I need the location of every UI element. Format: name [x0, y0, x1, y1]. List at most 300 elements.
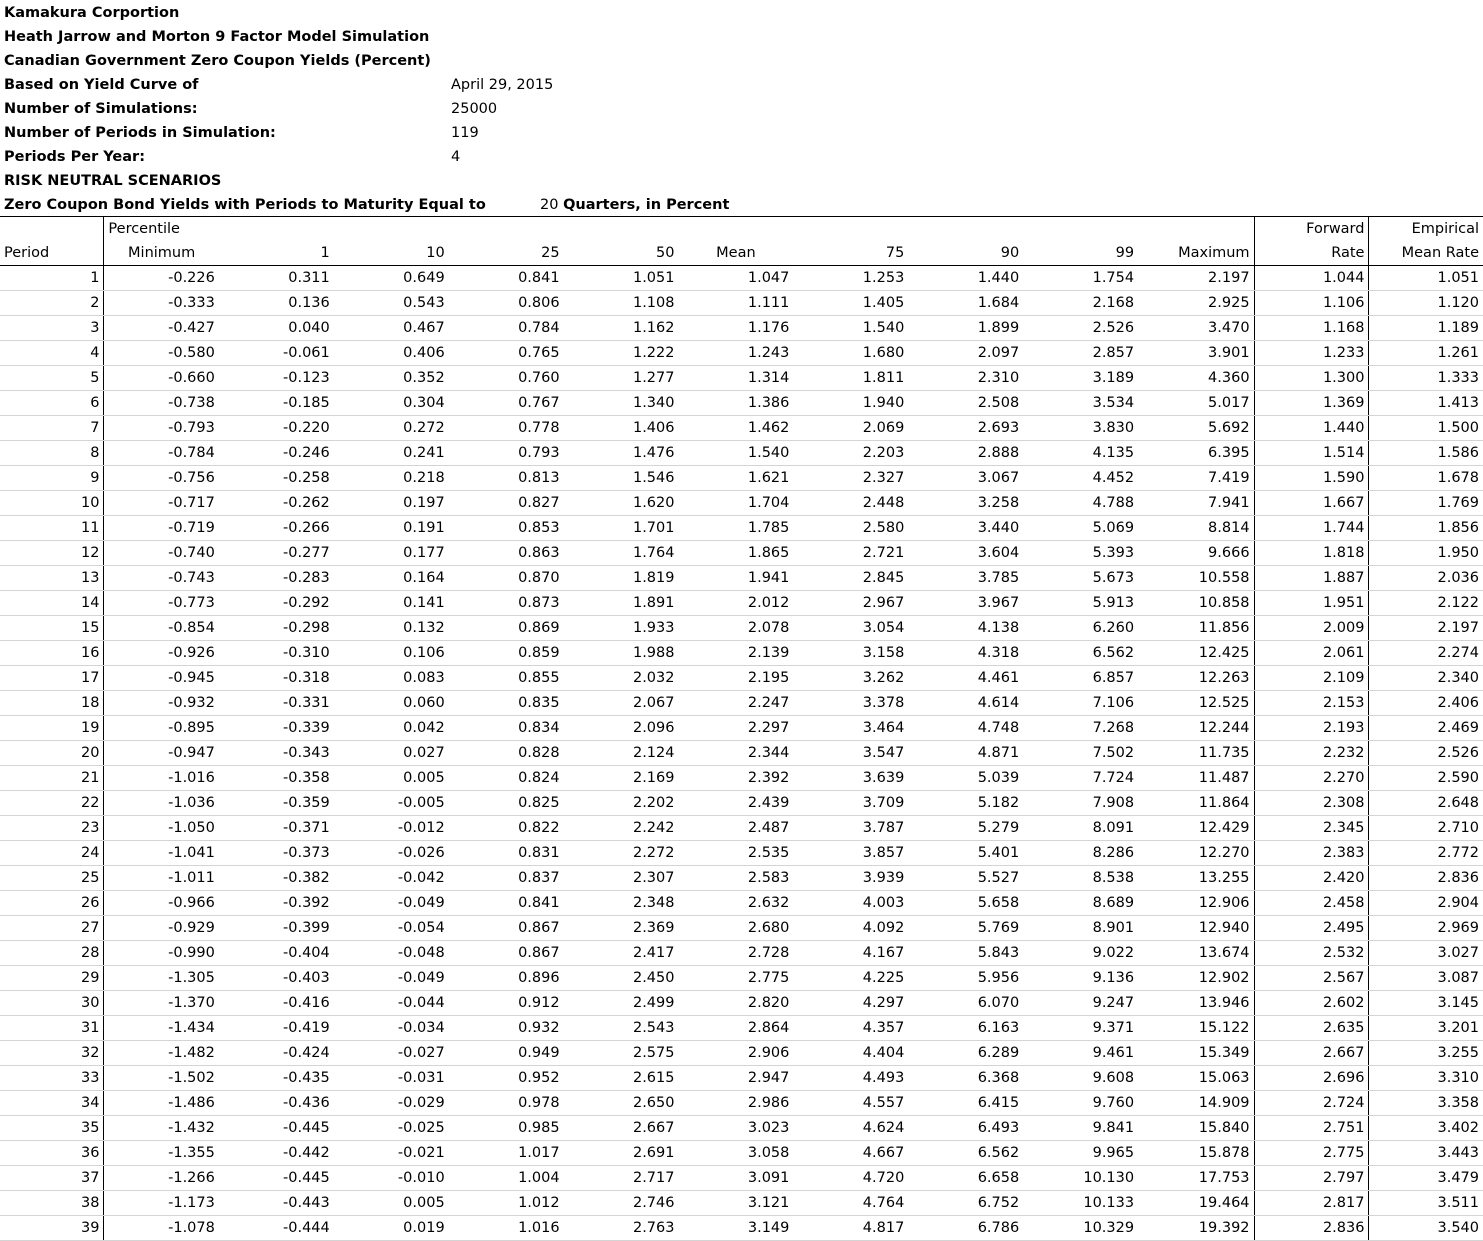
cell-period: 32	[0, 1041, 104, 1066]
cell-p90: 6.368	[908, 1066, 1023, 1091]
cell-p50: 2.272	[564, 841, 679, 866]
cell-forward-rate: 2.724	[1254, 1091, 1369, 1116]
cell-period: 10	[0, 491, 104, 516]
cell-empirical-mean-rate: 1.769	[1369, 491, 1483, 516]
header-blank	[0, 217, 104, 241]
cell-empirical-mean-rate: 3.255	[1369, 1041, 1483, 1066]
forward-header-top: Forward	[1254, 217, 1369, 241]
cell-p50: 1.222	[564, 341, 679, 366]
cell-minimum: -0.773	[104, 591, 219, 616]
cell-empirical-mean-rate: 3.027	[1369, 941, 1483, 966]
cell-maximum: 3.470	[1138, 316, 1254, 341]
cell-forward-rate: 2.383	[1254, 841, 1369, 866]
cell-maximum: 7.941	[1138, 491, 1254, 516]
cell-minimum: -1.078	[104, 1216, 219, 1241]
cell-p99: 4.788	[1023, 491, 1138, 516]
cell-minimum: -0.929	[104, 916, 219, 941]
table-row	[0, 591, 1483, 616]
cell-minimum: -1.432	[104, 1116, 219, 1141]
cell-period: 16	[0, 641, 104, 666]
cell-p75: 1.540	[793, 316, 908, 341]
cell-p10: 0.042	[334, 716, 449, 741]
cell-minimum: -1.050	[104, 816, 219, 841]
cell-p25: 0.867	[449, 916, 564, 941]
cell-mean: 2.864	[678, 1016, 793, 1041]
cell-p10: -0.012	[334, 816, 449, 841]
cell-p1: -0.343	[219, 741, 334, 766]
maturity-label: Zero Coupon Bond Yields with Periods to Maturity Equal to	[4, 197, 486, 213]
cell-empirical-mean-rate: 2.710	[1369, 816, 1483, 841]
cell-empirical-mean-rate: 2.904	[1369, 891, 1483, 916]
cell-p25: 0.806	[449, 291, 564, 316]
cell-forward-rate: 2.193	[1254, 716, 1369, 741]
cell-p75: 1.253	[793, 266, 908, 291]
cell-empirical-mean-rate: 2.340	[1369, 666, 1483, 691]
cell-minimum: -1.486	[104, 1091, 219, 1116]
cell-p90: 5.182	[908, 791, 1023, 816]
cell-p75: 4.557	[793, 1091, 908, 1116]
cell-p10: 0.304	[334, 391, 449, 416]
cell-period: 5	[0, 366, 104, 391]
cell-mean: 1.176	[678, 316, 793, 341]
cell-empirical-mean-rate: 2.036	[1369, 566, 1483, 591]
cell-p90: 5.401	[908, 841, 1023, 866]
cell-p99: 2.168	[1023, 291, 1138, 316]
cell-p99: 9.760	[1023, 1091, 1138, 1116]
cell-p10: 0.197	[334, 491, 449, 516]
cell-p99: 6.260	[1023, 616, 1138, 641]
col-header-p1: 1	[219, 241, 334, 266]
cell-maximum: 15.878	[1138, 1141, 1254, 1166]
cell-forward-rate: 2.270	[1254, 766, 1369, 791]
cell-mean: 1.386	[678, 391, 793, 416]
cell-minimum: -1.502	[104, 1066, 219, 1091]
cell-p90: 6.786	[908, 1216, 1023, 1241]
cell-maximum: 11.735	[1138, 741, 1254, 766]
cell-p25: 0.765	[449, 341, 564, 366]
cell-p50: 2.348	[564, 891, 679, 916]
cell-empirical-mean-rate: 1.586	[1369, 441, 1483, 466]
cell-p25: 1.017	[449, 1141, 564, 1166]
cell-p99: 6.857	[1023, 666, 1138, 691]
cell-p1: -0.445	[219, 1116, 334, 1141]
cell-p90: 6.562	[908, 1141, 1023, 1166]
cell-forward-rate: 2.775	[1254, 1141, 1369, 1166]
cell-empirical-mean-rate: 1.051	[1369, 266, 1483, 291]
cell-p99: 9.247	[1023, 991, 1138, 1016]
maturity-value: 20	[540, 197, 559, 213]
cell-p25: 0.825	[449, 791, 564, 816]
cell-period: 6	[0, 391, 104, 416]
cell-maximum: 12.902	[1138, 966, 1254, 991]
cell-forward-rate: 2.009	[1254, 616, 1369, 641]
cell-p75: 3.158	[793, 641, 908, 666]
cell-forward-rate: 1.369	[1254, 391, 1369, 416]
cell-period: 3	[0, 316, 104, 341]
cell-minimum: -0.738	[104, 391, 219, 416]
cell-forward-rate: 2.109	[1254, 666, 1369, 691]
cell-p50: 1.891	[564, 591, 679, 616]
cell-p25: 1.012	[449, 1191, 564, 1216]
cell-minimum: -0.990	[104, 941, 219, 966]
cell-p75: 3.939	[793, 866, 908, 891]
cell-p25: 0.867	[449, 941, 564, 966]
cell-forward-rate: 1.233	[1254, 341, 1369, 366]
maturity-value-group	[540, 193, 729, 217]
cell-p25: 0.767	[449, 391, 564, 416]
cell-p10: -0.048	[334, 941, 449, 966]
table-row	[0, 566, 1483, 591]
cell-p99: 4.135	[1023, 441, 1138, 466]
cell-p10: -0.010	[334, 1166, 449, 1191]
cell-p10: -0.029	[334, 1091, 449, 1116]
cell-p50: 2.450	[564, 966, 679, 991]
cell-period: 28	[0, 941, 104, 966]
cell-p90: 4.871	[908, 741, 1023, 766]
cell-p90: 3.258	[908, 491, 1023, 516]
cell-p1: -0.292	[219, 591, 334, 616]
cell-empirical-mean-rate: 3.479	[1369, 1166, 1483, 1191]
cell-p25: 0.778	[449, 416, 564, 441]
col-header-p50: 50	[564, 241, 679, 266]
cell-empirical-mean-rate: 2.590	[1369, 766, 1483, 791]
cell-p99: 8.091	[1023, 816, 1138, 841]
cell-p75: 3.262	[793, 666, 908, 691]
cell-p75: 4.092	[793, 916, 908, 941]
cell-period: 30	[0, 991, 104, 1016]
cell-p50: 2.242	[564, 816, 679, 841]
cell-p10: -0.031	[334, 1066, 449, 1091]
cell-p10: 0.543	[334, 291, 449, 316]
cell-minimum: -0.719	[104, 516, 219, 541]
cell-p90: 5.527	[908, 866, 1023, 891]
cell-p99: 8.538	[1023, 866, 1138, 891]
cell-empirical-mean-rate: 1.678	[1369, 466, 1483, 491]
table-row	[0, 616, 1483, 641]
cell-p99: 5.393	[1023, 541, 1138, 566]
table-row	[0, 741, 1483, 766]
cell-mean: 1.314	[678, 366, 793, 391]
cell-p1: -0.443	[219, 1191, 334, 1216]
cell-period: 19	[0, 716, 104, 741]
cell-empirical-mean-rate: 1.950	[1369, 541, 1483, 566]
cell-mean: 1.047	[678, 266, 793, 291]
cell-p50: 2.307	[564, 866, 679, 891]
cell-maximum: 11.487	[1138, 766, 1254, 791]
cell-maximum: 2.197	[1138, 266, 1254, 291]
cell-maximum: 12.263	[1138, 666, 1254, 691]
cell-forward-rate: 1.440	[1254, 416, 1369, 441]
cell-p10: 0.406	[334, 341, 449, 366]
cell-p25: 0.896	[449, 966, 564, 991]
col-header-p90: 90	[908, 241, 1023, 266]
cell-minimum: -1.041	[104, 841, 219, 866]
cell-p99: 8.286	[1023, 841, 1138, 866]
col-header-rate: Rate	[1254, 241, 1369, 266]
cell-p1: -0.442	[219, 1141, 334, 1166]
cell-forward-rate: 1.300	[1254, 366, 1369, 391]
cell-p50: 1.340	[564, 391, 679, 416]
cell-mean: 3.023	[678, 1116, 793, 1141]
cell-p75: 3.787	[793, 816, 908, 841]
cell-p75: 2.069	[793, 416, 908, 441]
cell-period: 18	[0, 691, 104, 716]
cell-p50: 2.543	[564, 1016, 679, 1041]
cell-p75: 1.405	[793, 291, 908, 316]
cell-p90: 6.163	[908, 1016, 1023, 1041]
col-header-p10: 10	[334, 241, 449, 266]
cell-p99: 3.830	[1023, 416, 1138, 441]
header-row-top	[0, 217, 1483, 241]
cell-mean: 3.058	[678, 1141, 793, 1166]
cell-p90: 5.769	[908, 916, 1023, 941]
table-row	[0, 291, 1483, 316]
cell-period: 13	[0, 566, 104, 591]
table-row	[0, 791, 1483, 816]
cell-mean: 1.941	[678, 566, 793, 591]
cell-p1: -0.277	[219, 541, 334, 566]
model-name: Heath Jarrow and Morton 9 Factor Model Simulation	[4, 29, 430, 45]
cell-minimum: -0.926	[104, 641, 219, 666]
table-row	[0, 1216, 1483, 1241]
cell-p25: 0.835	[449, 691, 564, 716]
cell-p25: 0.760	[449, 366, 564, 391]
cell-minimum: -1.305	[104, 966, 219, 991]
cell-p90: 3.440	[908, 516, 1023, 541]
cell-empirical-mean-rate: 2.406	[1369, 691, 1483, 716]
cell-p10: 0.467	[334, 316, 449, 341]
company-name: Kamakura Corportion	[4, 5, 180, 21]
col-header-mean-rate: Mean Rate	[1369, 241, 1483, 266]
cell-p1: -0.416	[219, 991, 334, 1016]
cell-minimum: -0.333	[104, 291, 219, 316]
cell-p50: 2.575	[564, 1041, 679, 1066]
cell-empirical-mean-rate: 3.087	[1369, 966, 1483, 991]
periods-per-year-label: Periods Per Year:	[4, 149, 145, 165]
cell-p25: 0.932	[449, 1016, 564, 1041]
cell-p99: 9.136	[1023, 966, 1138, 991]
cell-p90: 5.658	[908, 891, 1023, 916]
cell-maximum: 12.270	[1138, 841, 1254, 866]
cell-p50: 2.417	[564, 941, 679, 966]
table-row	[0, 516, 1483, 541]
cell-p10: -0.025	[334, 1116, 449, 1141]
cell-p90: 2.310	[908, 366, 1023, 391]
table-row	[0, 841, 1483, 866]
cell-empirical-mean-rate: 3.358	[1369, 1091, 1483, 1116]
cell-p75: 1.940	[793, 391, 908, 416]
cell-p50: 2.650	[564, 1091, 679, 1116]
cell-p90: 4.138	[908, 616, 1023, 641]
cell-p50: 2.369	[564, 916, 679, 941]
cell-forward-rate: 1.667	[1254, 491, 1369, 516]
cell-minimum: -1.355	[104, 1141, 219, 1166]
cell-mean: 3.149	[678, 1216, 793, 1241]
cell-forward-rate: 2.232	[1254, 741, 1369, 766]
cell-p50: 1.764	[564, 541, 679, 566]
cell-maximum: 12.429	[1138, 816, 1254, 841]
table-row	[0, 1116, 1483, 1141]
table-row	[0, 266, 1483, 291]
cell-forward-rate: 2.567	[1254, 966, 1369, 991]
cell-period: 33	[0, 1066, 104, 1091]
cell-minimum: -0.756	[104, 466, 219, 491]
cell-minimum: -0.784	[104, 441, 219, 466]
cell-p90: 5.843	[908, 941, 1023, 966]
cell-p25: 0.853	[449, 516, 564, 541]
cell-p50: 2.763	[564, 1216, 679, 1241]
cell-p90: 4.318	[908, 641, 1023, 666]
cell-p90: 6.493	[908, 1116, 1023, 1141]
cell-p10: 0.191	[334, 516, 449, 541]
col-header-p75: 75	[793, 241, 908, 266]
cell-p75: 2.203	[793, 441, 908, 466]
cell-p1: -0.258	[219, 466, 334, 491]
cell-p90: 2.888	[908, 441, 1023, 466]
cell-mean: 1.540	[678, 441, 793, 466]
cell-p1: -0.424	[219, 1041, 334, 1066]
cell-forward-rate: 2.751	[1254, 1116, 1369, 1141]
cell-minimum: -1.173	[104, 1191, 219, 1216]
col-header-period: Period	[0, 241, 104, 266]
cell-p99: 7.268	[1023, 716, 1138, 741]
cell-p1: -0.246	[219, 441, 334, 466]
cell-p75: 3.378	[793, 691, 908, 716]
cell-forward-rate: 2.817	[1254, 1191, 1369, 1216]
cell-maximum: 13.946	[1138, 991, 1254, 1016]
cell-period: 8	[0, 441, 104, 466]
table-row	[0, 341, 1483, 366]
cell-minimum: -0.580	[104, 341, 219, 366]
cell-maximum: 14.909	[1138, 1091, 1254, 1116]
num-sims-label: Number of Simulations:	[4, 101, 198, 117]
cell-p10: 0.060	[334, 691, 449, 716]
cell-maximum: 15.349	[1138, 1041, 1254, 1066]
cell-minimum: -0.932	[104, 691, 219, 716]
cell-p50: 1.162	[564, 316, 679, 341]
cell-p1: -0.266	[219, 516, 334, 541]
cell-p75: 2.327	[793, 466, 908, 491]
cell-p75: 4.003	[793, 891, 908, 916]
cell-p90: 5.279	[908, 816, 1023, 841]
cell-p75: 2.721	[793, 541, 908, 566]
cell-p1: 0.311	[219, 266, 334, 291]
cell-p10: 0.106	[334, 641, 449, 666]
cell-empirical-mean-rate: 3.540	[1369, 1216, 1483, 1241]
cell-p75: 3.547	[793, 741, 908, 766]
cell-p1: -0.444	[219, 1216, 334, 1241]
cell-forward-rate: 2.836	[1254, 1216, 1369, 1241]
cell-p90: 3.785	[908, 566, 1023, 591]
cell-maximum: 12.525	[1138, 691, 1254, 716]
cell-p50: 2.717	[564, 1166, 679, 1191]
cell-p25: 0.828	[449, 741, 564, 766]
cell-p99: 8.689	[1023, 891, 1138, 916]
cell-empirical-mean-rate: 2.122	[1369, 591, 1483, 616]
cell-period: 31	[0, 1016, 104, 1041]
cell-p1: -0.392	[219, 891, 334, 916]
periods-per-year-value: 4	[451, 149, 461, 165]
cell-p1: -0.318	[219, 666, 334, 691]
table-row	[0, 916, 1483, 941]
cell-p90: 5.039	[908, 766, 1023, 791]
cell-minimum: -1.036	[104, 791, 219, 816]
cell-mean: 2.775	[678, 966, 793, 991]
cell-p25: 0.824	[449, 766, 564, 791]
cell-p99: 8.901	[1023, 916, 1138, 941]
cell-p75: 4.667	[793, 1141, 908, 1166]
cell-forward-rate: 2.602	[1254, 991, 1369, 1016]
cell-p10: -0.049	[334, 966, 449, 991]
cell-p99: 6.562	[1023, 641, 1138, 666]
cell-p99: 5.069	[1023, 516, 1138, 541]
cell-mean: 2.247	[678, 691, 793, 716]
cell-p90: 4.614	[908, 691, 1023, 716]
cell-p10: 0.272	[334, 416, 449, 441]
cell-p25: 0.859	[449, 641, 564, 666]
cell-p1: -0.445	[219, 1166, 334, 1191]
cell-p10: 0.019	[334, 1216, 449, 1241]
cell-p25: 0.793	[449, 441, 564, 466]
cell-p25: 0.870	[449, 566, 564, 591]
cell-empirical-mean-rate: 2.526	[1369, 741, 1483, 766]
table-row	[0, 391, 1483, 416]
cell-p1: -0.403	[219, 966, 334, 991]
yield-curve-date: April 29, 2015	[451, 77, 554, 93]
cell-p10: 0.083	[334, 666, 449, 691]
cell-p1: -0.404	[219, 941, 334, 966]
cell-period: 1	[0, 266, 104, 291]
cell-forward-rate: 1.168	[1254, 316, 1369, 341]
cell-p10: 0.218	[334, 466, 449, 491]
cell-forward-rate: 1.106	[1254, 291, 1369, 316]
cell-empirical-mean-rate: 2.836	[1369, 866, 1483, 891]
cell-maximum: 17.753	[1138, 1166, 1254, 1191]
cell-period: 35	[0, 1116, 104, 1141]
cell-maximum: 12.906	[1138, 891, 1254, 916]
cell-p25: 0.949	[449, 1041, 564, 1066]
cell-p25: 0.837	[449, 866, 564, 891]
cell-period: 25	[0, 866, 104, 891]
cell-minimum: -0.793	[104, 416, 219, 441]
cell-p1: -0.359	[219, 791, 334, 816]
cell-p99: 7.106	[1023, 691, 1138, 716]
table-row	[0, 541, 1483, 566]
cell-mean: 1.462	[678, 416, 793, 441]
cell-p50: 2.169	[564, 766, 679, 791]
cell-p50: 2.032	[564, 666, 679, 691]
cell-p99: 10.130	[1023, 1166, 1138, 1191]
cell-empirical-mean-rate: 1.189	[1369, 316, 1483, 341]
cell-p10: 0.352	[334, 366, 449, 391]
table-row	[0, 416, 1483, 441]
cell-p99: 9.022	[1023, 941, 1138, 966]
cell-p99: 7.724	[1023, 766, 1138, 791]
cell-maximum: 8.814	[1138, 516, 1254, 541]
cell-maximum: 12.244	[1138, 716, 1254, 741]
cell-mean: 2.728	[678, 941, 793, 966]
cell-p25: 0.813	[449, 466, 564, 491]
table-row	[0, 816, 1483, 841]
cell-minimum: -0.854	[104, 616, 219, 641]
cell-p50: 2.746	[564, 1191, 679, 1216]
cell-p25: 0.869	[449, 616, 564, 641]
cell-p90: 3.967	[908, 591, 1023, 616]
cell-maximum: 13.674	[1138, 941, 1254, 966]
num-sims-value: 25000	[451, 101, 498, 117]
cell-p10: -0.044	[334, 991, 449, 1016]
cell-p50: 2.615	[564, 1066, 679, 1091]
